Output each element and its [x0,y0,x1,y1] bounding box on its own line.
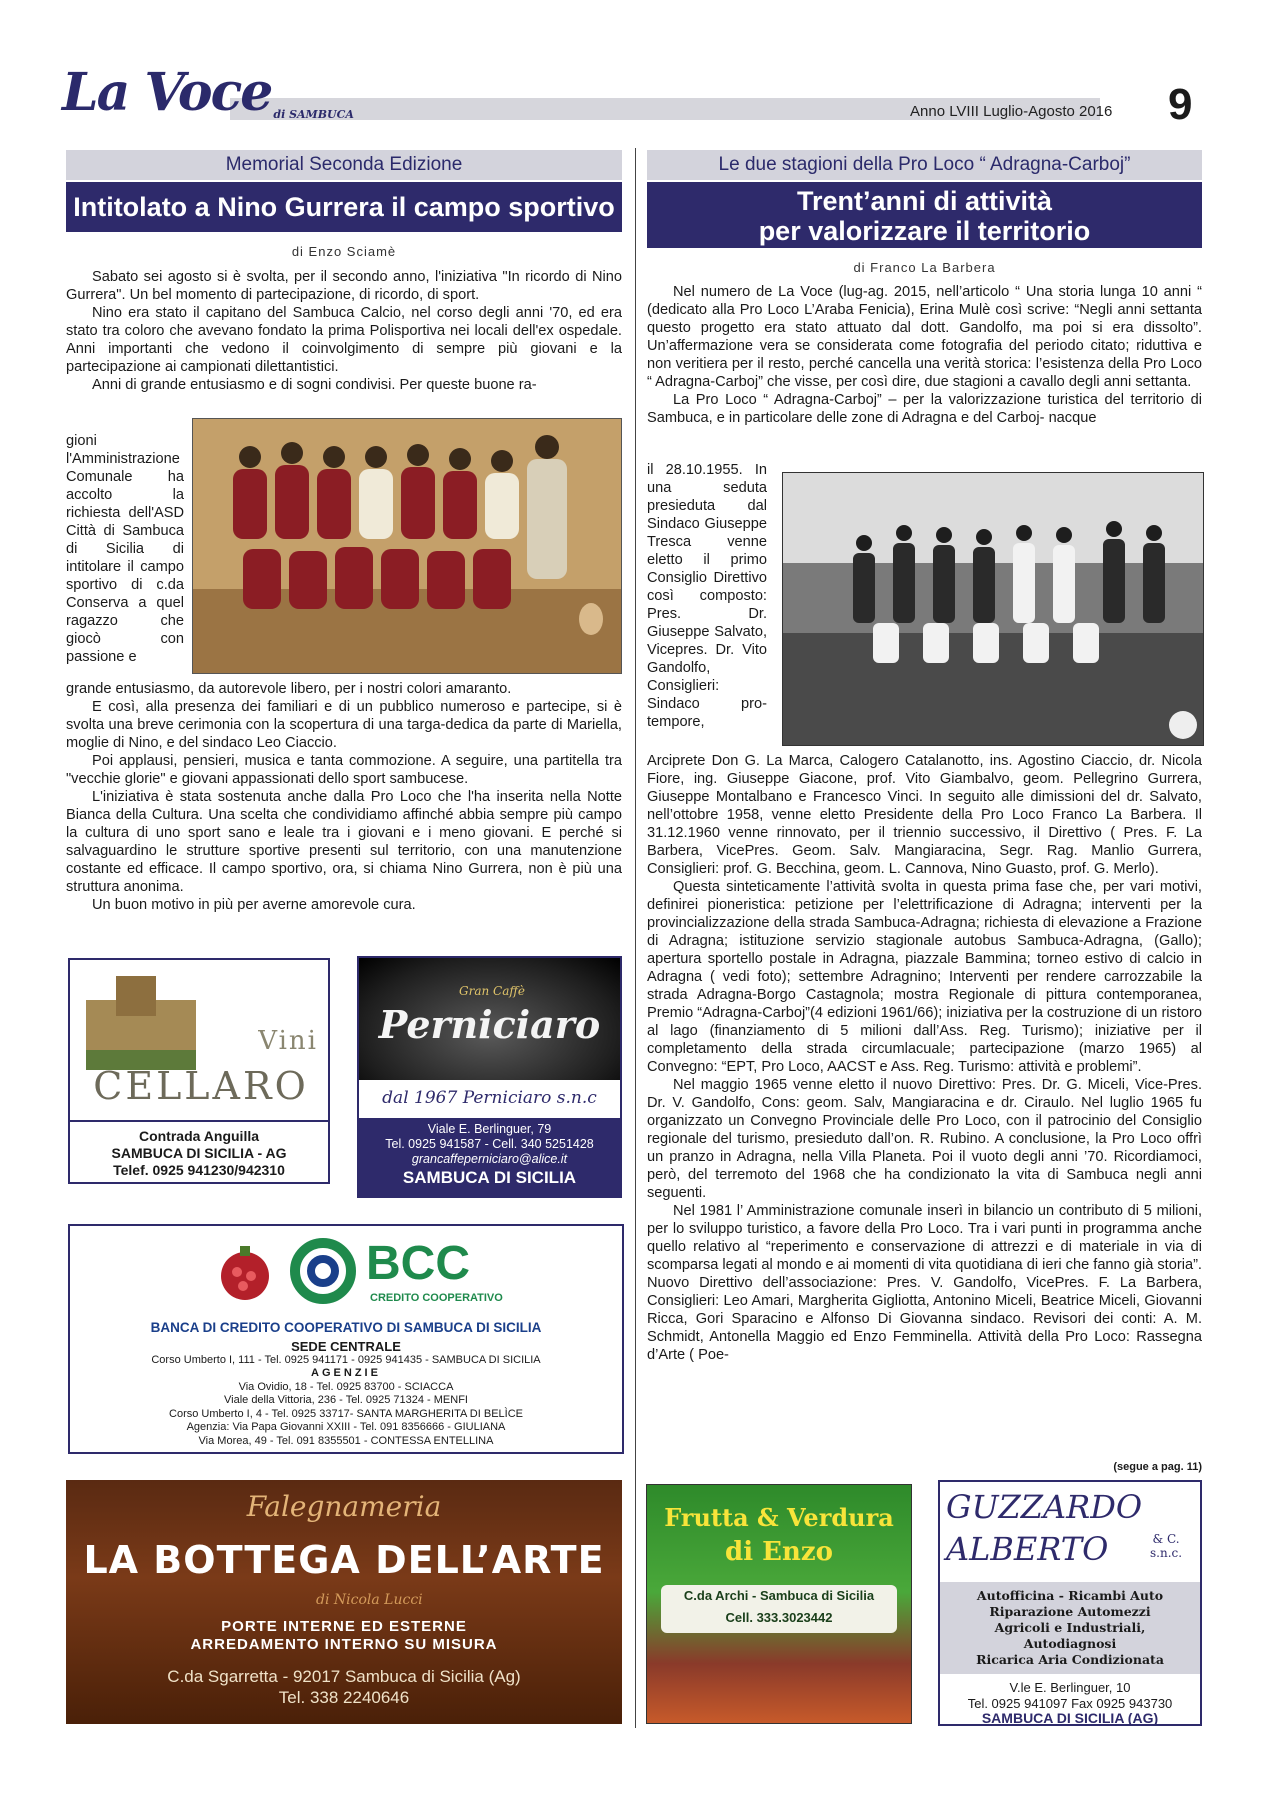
right-paragraph: Nel numero de La Voce (lug-ag. 2015, nell’articolo “ Una storia lunga 10 anni “ (dedicato alla Pro Loco L’Araba Fenicia), Erina Mulè così scrive: “Negli anni settanta questo progetto era stato attuato dal dott. Gandolfo, ma poi si era dissolto”. Un’affermazione vera se considerata come fotografia del periodo citato; riduttiva e non veritiera per il resto, perché cancella una verità storica: l’esistenza della Pro Loco “ Adragna-Carboj” che visse, per così dire, due stagioni a cavallo degli anni settanta. [647,284,1202,390]
guzzardo-service: Autofficina - Ricambi Auto [976,1588,1164,1603]
guzzardo-service: Autodiagnosi [1023,1636,1117,1651]
guzzardo-suffix-line: & C. [1152,1532,1180,1546]
pomegranate-icon [210,1242,280,1302]
cellaro-brand: CELLARO [93,1064,309,1108]
perniciaro-city: SAMBUCA DI SICILIA [402,1168,577,1187]
team-photo [192,418,622,674]
adragna-photo [782,472,1204,746]
guzzardo-suffix [1150,1532,1182,1560]
left-body-bottom [66,680,622,914]
right-headline [647,182,1202,248]
bcc-logo: BCC [366,1237,470,1290]
ad-guzzardo[interactable] [938,1480,1202,1726]
frutta-line: Cell. 333.3023442 [725,1610,833,1625]
ad-frutta[interactable] [646,1484,912,1724]
right-body-bottom [647,752,1202,1364]
cellaro-contact [70,1128,328,1179]
column-divider [635,148,636,1728]
perniciaro-brand: Perniciaro [378,1002,601,1047]
ad-bcc[interactable] [68,1224,624,1454]
bottega-contact [66,1666,622,1708]
guzzardo-tel: Tel. 0925 941097 Fax 0925 943730 [967,1696,1173,1711]
right-kicker: Le due stagioni della Pro Loco “ Adragna-Carboj” [647,150,1202,180]
right-headline-line: per valorizzare il territorio [758,216,1091,246]
guzzardo-city: SAMBUCA DI SICILIA (AG) [981,1710,1159,1726]
bcc-sede: Corso Umberto I, 111 - Tel. 0925 941171 - 0925 941435 - SAMBUCA DI SICILIA [151,1353,541,1366]
logo-tagline: di SAMBUCA [273,108,354,121]
left-headline: Intitolato a Nino Gurrera il campo sportivo [66,182,622,232]
cellaro-vini: Vini [258,1026,318,1056]
left-paragraph: Nino era stato il capitano del Sambuca Calcio, nel corso degli anni '70, ed era stato tra coloro che avevano fondato la prima Polisportiva nei locali dell'ex ospedale. Anni importanti che vedono il coinvolgimento di sempre più giovani e la partecipazione ai campionati dilettantistici. [66,305,622,375]
bcc-agenzia: Via Morea, 49 - Tel. 091 8355501 - CONTESSA ENTELLINA [198,1434,494,1447]
masthead-logo [62,62,352,123]
left-kicker: Memorial Seconda Edizione [66,150,622,180]
bottega-services [66,1618,622,1654]
continued-note: (segue a pag. 11) [1113,1461,1202,1473]
bottega-line: C.da Sgarretta - 92017 Sambuca di Sicilia (Ag) [167,1667,521,1686]
bcc-agenzia: Corso Umberto I, 4 - Tel. 0925 33717- SANTA MARGHERITA DI BELÌCE [169,1407,523,1420]
left-paragraph: grande entusiasmo, da autorevole libero, per i nostri colori amaranto. [66,681,512,697]
perniciaro-contact [359,1118,620,1196]
left-paragraph: Poi applausi, pensieri, musica e tanta commozione. A seguire, una partitella tra "vecchie glorie" e giovani appassionati dello sport sambucese. [66,753,622,787]
guzzardo-name1: GUZZARDO [946,1488,1143,1526]
team-photo-illustration [193,419,621,673]
bcc-agenzia: Agenzia: Via Papa Giovanni XXIII - Tel. 091 8356666 - GIULIANA [186,1421,506,1433]
left-body-top [66,268,622,394]
bottega-signature: di Nicola Lucci [316,1592,423,1608]
perniciaro-email: grancaffeperniciaro@alice.it [411,1152,568,1166]
adragna-photo-illustration [783,473,1203,745]
bcc-logo-sub: CREDITO COOPERATIVO [370,1292,503,1304]
frutta-line: C.da Archi - Sambuca di Sicilia [683,1588,875,1603]
bottega-brand: LA BOTTEGA DELL’ARTE [83,1538,605,1582]
left-paragraph: Anni di grande entusiasmo e di sogni condivisi. Per queste buone ra- [92,377,537,393]
right-body-top [647,283,1202,427]
bottega-small: Falegnameria [246,1490,442,1523]
cellaro-line: Contrada Anguilla [138,1128,260,1144]
left-byline: di Enzo Sciamè [291,244,397,259]
guzzardo-service: Agricoli e Industriali, [994,1620,1146,1635]
bcc-logo-icon [288,1236,358,1306]
ad-cellaro[interactable] [68,958,330,1184]
perniciaro-small: Gran Caffè [459,984,525,998]
right-paragraph: Arciprete Don G. La Marca, Calogero Catalanotto, ins. Agostino Ciaccio, dr. Nicola Fiore, ing. Giuseppe Giacone, prof. Vito Giambalvo, geom. Pellegrino Gurrera, Giuseppe Montalbano e Francesco Vinci. In seguito alle dimissioni del dr. Salvato, nell’ottobre 1958, venne eletto Presidente della Pro Loco Franco La Barbera. Il 31.12.1960 venne rinnovato, per il triennio successivo, il Direttivo ( Pres. F. La Barbera, VicePres. Geom. Salv. Mangiaracina, Segr. Rag. Manlio Gurrera, Consiglieri: prof. G. Becchina, geom. L. Cannova, Nino Guasto, prof. G. Merlo). [647,753,1202,877]
bcc-bank-name: BANCA DI CREDITO COOPERATIVO DI SAMBUCA DI SICILIA [150,1320,542,1335]
bcc-agenzie-title: AGENZIE [311,1367,381,1379]
guzzardo-services [940,1582,1200,1674]
guzzardo-contact [940,1680,1200,1712]
right-paragraph: Questa sinteticamente l’attività svolta in questa prima fase che, per vari motivi, definirei pioneristica: petizione per l’elettrificazione di Adragna; interventi per la provincializzazione della strada Sambuca-Adragna; richiesta di elevazione a Frazione di Adragna; istituzione servizio stagionale autobus Sambuca-Adragna, (Gallo); apertura sportello postale in Adragna, piazzale Bammina; torneo estivo di calcio in Adragna ( vedi foto); settembre Adragnino; Interventi per rendere carrozzabile la strada Adragna-Borgo Castagnola; mostra Regionale di pittura contemporanea, Premio “Adragna-Carboj”(4 edizioni 1961/66); iniziativa per la costruzione di un ristoro al lago (finanziamento di 5 milioni dall’Ass. Reg. Turismo); iniziative per il completamento della strada circumlacuale; partecipazione (marzo 1965) al Convegno: “EPT, Pro Loco, AACST e Ass. Reg. Turismo: attività e problemi”. [647,879,1202,1075]
frutta-line: Frutta & Verdura [664,1503,894,1532]
right-byline: di Franco La Barbera [853,260,996,275]
castle-icon [86,970,196,1070]
page-number: 9 [1168,80,1193,129]
logo-text: La Voce [62,62,272,123]
cellaro-line: Telef. 0925 941230/942310 [113,1162,285,1178]
right-paragraph: La Pro Loco “ Adragna-Carboj” – per la valorizzazione turistica del territorio di Sambuca, e in particolare delle zone di Adragna e del Carboj- nacque [647,392,1202,426]
perniciaro-line: Viale E. Berlinguer, 79 [427,1122,552,1136]
right-headline-line: Trent’anni di attività [796,186,1053,216]
bottega-line: Tel. 338 2240646 [278,1688,410,1707]
bottega-line: PORTE INTERNE ED ESTERNE [221,1618,467,1635]
left-body-wrap [66,432,184,666]
frutta-line: di Enzo [725,1537,833,1567]
left-paragraph: Sabato sei agosto si è svolta, per il secondo anno, l'iniziativa "In ricordo di Nino Gurrera". Un bel momento di partecipazione, di ricordo, di sport. [66,269,622,303]
right-paragraph: il 28.10.1955. In una seduta presieduta dal Sindaco Giuseppe Tresca venne eletto il primo Consiglio Direttivo così composto: Pres. Dr. Giuseppe Salvato, Vicepres. Dr. Vito Gandolfo, Consiglieri: Sindaco pro-tempore, [647,462,767,730]
bcc-addresses [70,1340,622,1448]
bcc-sede-title: SEDE CENTRALE [291,1339,401,1354]
cellaro-line: SAMBUCA DI SICILIA - AG [111,1145,287,1161]
guzzardo-service: Ricarica Aria Condizionata [976,1652,1164,1667]
frutta-contact [661,1585,897,1633]
bcc-agenzia: Viale della Vittoria, 236 - Tel. 0925 71324 - MENFI [224,1394,468,1406]
guzzardo-service: Riparazione Automezzi [989,1604,1151,1619]
issue-date: Anno LVIII Luglio-Agosto 2016 [910,103,1113,120]
guzzardo-suffix-line: s.n.c. [1150,1546,1183,1560]
ad-perniciaro[interactable] [357,956,622,1198]
left-paragraph: Un buon motivo in più per averne amorevole cura. [92,897,416,913]
left-paragraph: L'iniziativa è stata sostenuta anche dalla Pro Loco che l'ha inserita nella Notte Bianca della Cultura. Una scelta che condividiamo affinché abbia sempre più campo la cultura di uno sport sano e leale tra i giovani e i meno giovani. E perché si salvaguardino le strutture sportive presenti sul territorio, con una manutenzione costante ed efficace. Il campo sportivo, ora, si chiama Nino Gurrera, non è più una struttura anonima. [66,789,622,895]
left-paragraph: gioni l'Amministrazione Comunale ha accolto la richiesta dell'ASD Città di Sambuca di Sicilia di intitolare il campo sportivo di c.da Conserva a quel ragazzo che giocò con passione e [66,433,184,665]
bcc-agenzia: Via Ovidio, 18 - Tel. 0925 83700 - SCIACCA [238,1380,454,1393]
right-body-wrap [647,461,767,731]
perniciaro-since: dal 1967 Perniciaro s.n.c [359,1080,620,1116]
left-paragraph: E così, alla presenza dei familiari e di un pubblico numeroso e partecipe, si è svolta una breve cerimonia con la scopertura di una targa-dedica da parte di Mariella, moglie di Nino, e del sindaco Leo Ciaccio. [66,699,622,751]
perniciaro-line: Tel. 0925 941587 - Cell. 340 5251428 [385,1137,594,1151]
bottega-line: ARREDAMENTO INTERNO SU MISURA [190,1636,498,1653]
guzzardo-address: V.le E. Berlinguer, 10 [1009,1680,1131,1695]
cellaro-divider [70,1120,328,1122]
guzzardo-name2: ALBERTO [946,1530,1109,1568]
ad-bottega[interactable] [66,1480,622,1724]
right-paragraph: Nel 1981 l’ Amministrazione comunale inserì in bilancio un contributo di 5 milioni, per lo sviluppo turistico, a favore della Pro Loco. Tra i vari punti in programma anche quello relativo al “reperimento e conservazione di attrezzi e di materiale in via di scomparsa legati al mondo e ai momenti di vita quotidiana di ieri che fanno già storia”. Nuovo Direttivo dell’associazione: Pres. V. Gandolfo, VicePres. F. La Barbera, Consiglieri: Leo Amari, Margherita Gigliotta, Antonino Miceli, Beatrice Miceli, Giovanni Ricca, Gori Sparacino e Alfonso Di Giovanna sindaco. Revisori dei conti: A. M. Schmidt, Antonella Maggio ed Enzo Femminella. Attività della Pro Loco: Rassegna d’Arte ( Poe- [647,1203,1202,1363]
right-paragraph: Nel maggio 1965 venne eletto il nuovo Direttivo: Pres. Dr. G. Miceli, Vice-Pres. Dr. V. Gandolfo, Cons: geom. Salv, Mangiaracina e dr. Ciraulo. Nel luglio 1965 fu organizzato un Convegno Provinciale delle Pro Loco, con il patrocinio del Consiglio regionale del turismo, presieduto dall’on. R. Rubino. A conclusione, la Pro Loco offrì un pranzo in Adragna, nella Villa Planeta. Poi il vuoto degli anni ’70. Ricordiamoci, però, del terremoto del 1968 che ha condizionato la vita di Sambuca negli anni seguenti. [647,1077,1202,1201]
